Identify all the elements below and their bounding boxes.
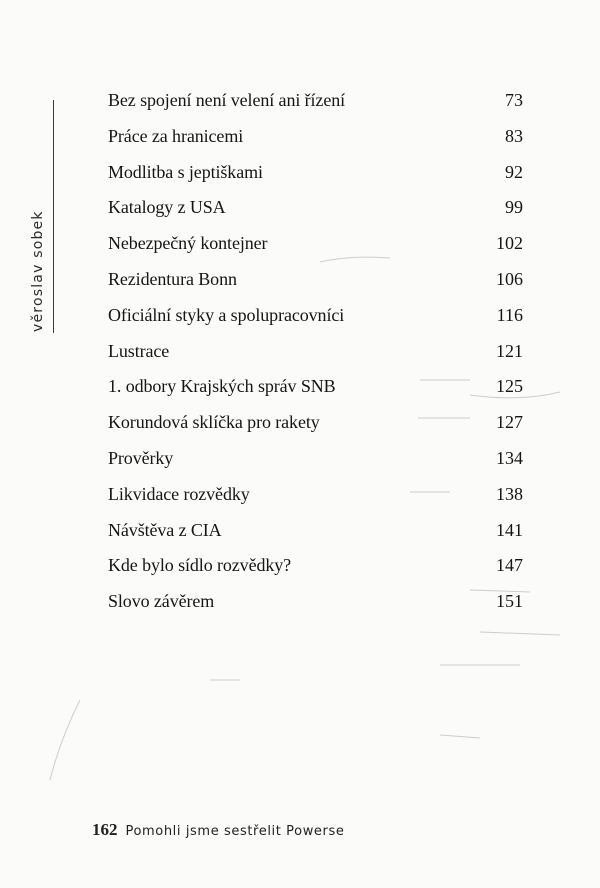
toc-title: Lustrace: [108, 340, 170, 361]
toc-title: Návštěva z CIA: [108, 519, 222, 540]
toc-page: 73: [505, 90, 523, 110]
toc-row: [108, 162, 523, 198]
toc-page: 151: [496, 591, 523, 612]
toc-page: 99: [505, 197, 523, 218]
toc-page: 141: [496, 519, 523, 540]
toc-row: [108, 90, 523, 126]
toc-row: [108, 197, 523, 233]
toc-row: [108, 484, 523, 520]
table-of-contents: [108, 90, 523, 627]
toc-row: [108, 520, 523, 556]
toc-row: [108, 341, 523, 377]
toc-title: Bez spojení není velení ani řízení: [108, 90, 346, 110]
toc-page: 125: [496, 376, 523, 397]
page-footer: [92, 820, 344, 840]
toc-title: Rezidentura Bonn: [108, 268, 237, 289]
toc-page: 138: [496, 483, 523, 504]
toc-page: 134: [496, 447, 523, 468]
toc-row: [108, 126, 523, 162]
side-rule: [53, 100, 54, 333]
toc-title: Likvidace rozvědky: [108, 483, 250, 504]
toc-title: Slovo závěrem: [108, 591, 215, 612]
toc-title: Korundová sklíčka pro rakety: [108, 412, 320, 433]
toc-row: [108, 305, 523, 341]
toc-page: 83: [505, 125, 523, 146]
toc-row: [108, 448, 523, 484]
running-title: Pomohli jsme sestřelit Powerse: [125, 824, 345, 839]
toc-page: 106: [496, 268, 523, 289]
toc-title: Katalogy z USA: [108, 197, 226, 218]
toc-row: [108, 233, 523, 269]
toc-row: [108, 555, 523, 591]
page-number: 162: [92, 820, 118, 839]
toc-page: 102: [496, 233, 523, 254]
toc-page: 121: [496, 340, 523, 361]
toc-title: Nebezpečný kontejner: [108, 233, 268, 254]
toc-page: 116: [496, 304, 523, 325]
toc-row: [108, 412, 523, 448]
toc-title: Prověrky: [108, 447, 174, 468]
toc-page: 92: [505, 161, 523, 182]
toc-title: Kde bylo sídlo rozvědky?: [108, 555, 292, 576]
toc-title: Oficiální styky a spolupracovníci: [108, 304, 345, 325]
toc-title: 1. odbory Krajských správ SNB: [108, 376, 336, 397]
side-author: věroslav sobek: [30, 210, 46, 332]
toc-page: 147: [496, 555, 523, 576]
toc-page: 127: [496, 412, 523, 433]
toc-row: [108, 376, 523, 412]
toc-row: [108, 269, 523, 305]
toc-title: Práce za hranicemi: [108, 125, 244, 146]
toc-title: Modlitba s jeptiškami: [108, 161, 263, 182]
toc-row: [108, 591, 523, 627]
